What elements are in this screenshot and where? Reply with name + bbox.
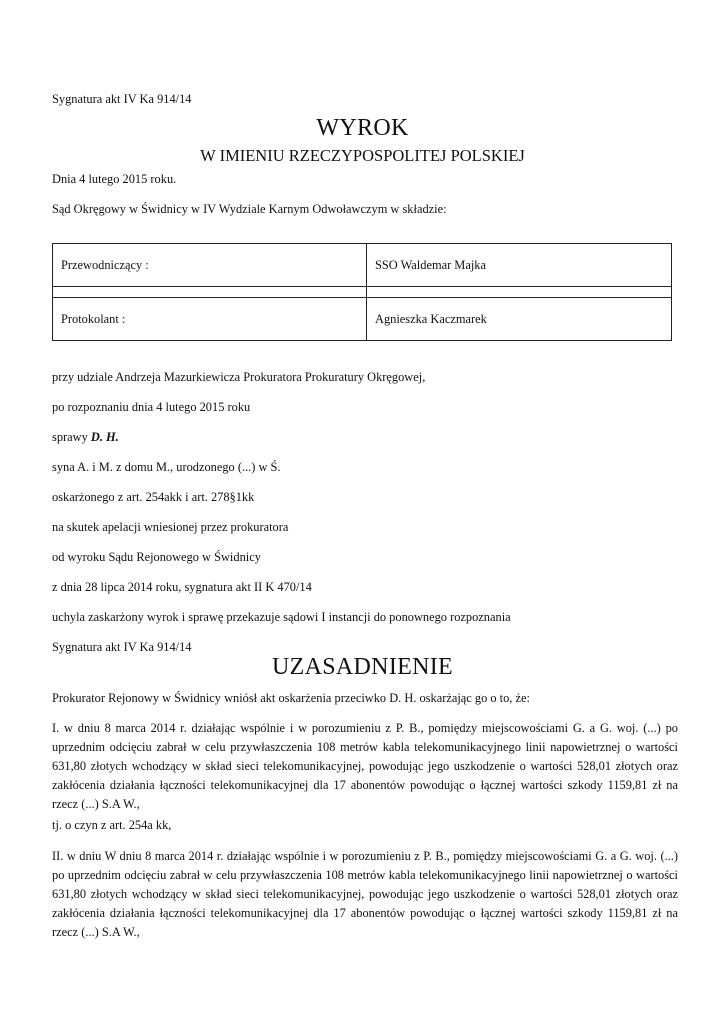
case-signature: Sygnatura akt IV Ka 914/14 bbox=[52, 92, 192, 106]
defendant-name: D. H. bbox=[90, 430, 119, 444]
charge-paragraph: II. w dniu W dniu 8 marca 2014 r. działając wspólnie i w porozumieniu z P. B., pomiędzy miejscowościami G. a G. woj. (...) po uprzednim odcięciu zabrał w celu przywłaszczenia 108 metrów kabla telekomunikacyjnego linii napowietrznej o wartości 631,80 złotych wchodzący w skład sieci telekomunikacyjnej, powodując jego uszkodzenie o wartości 528,01 złotych oraz zakłócenia działania łączności telekomunikacyjnej dla 17 abonentów powodując o łącznej wartości szkody 1159,81 zł na rzecz (...) S.A W., bbox=[52, 849, 678, 939]
court-line: Sąd Okręgowy w Świdnicy w IV Wydziale Karnym Odwoławczym w składzie: bbox=[52, 202, 447, 216]
table-row-spacer bbox=[53, 287, 672, 298]
table-row bbox=[53, 298, 672, 341]
case-line bbox=[52, 430, 119, 445]
charge-article: tj. o czyn z art. 254a kk, bbox=[52, 818, 172, 832]
verdict-line: po rozpoznaniu dnia 4 lutego 2015 roku bbox=[52, 400, 251, 414]
verdict-decision: uchyla zaskarżony wyrok i sprawę przekazuje sądowi I instancji do ponownego rozpoznania bbox=[52, 610, 511, 624]
chair-label: Przewodniczący : bbox=[53, 244, 367, 287]
justification-title: UZASADNIENIE bbox=[272, 654, 453, 680]
justification-signature: Sygnatura akt IV Ka 914/14 bbox=[52, 640, 192, 654]
chair-value: SSO Waldemar Majka bbox=[367, 244, 672, 287]
table-row bbox=[53, 244, 672, 287]
verdict-line: na skutek apelacji wniesionej przez prokuratora bbox=[52, 520, 289, 534]
case-prefix: sprawy bbox=[52, 430, 91, 444]
clerk-label: Protokolant : bbox=[53, 298, 367, 341]
verdict-line: syna A. i M. z domu M., urodzonego (...) w Ś. bbox=[52, 460, 281, 474]
document-subtitle: W IMIENIU RZECZYPOSPOLITEJ POLSKIEJ bbox=[200, 146, 525, 165]
charge-paragraph: I. w dniu 8 marca 2014 r. działając wspólnie i w porozumieniu z P. B., pomiędzy miejscowościami G. a G. woj. (...) po uprzednim odcięciu zabrał w celu przywłaszczenia 108 metrów kabla telekomunikacyjnego linii napowietrznej o wartości 631,80 złotych wchodzący w skład sieci telekomunikacyjnej, powodując jego uszkodzenie o wartości 528,01 złotych oraz zakłócenia działania łączności telekomunikacyjnej dla 17 abonentów powodując o łącznej wartości szkody 1159,81 zł na rzecz (...) S.A W., bbox=[52, 721, 678, 811]
justification-intro: Prokurator Rejonowy w Świdnicy wniósł akt oskarżenia przeciwko D. H. oskarżając go o to, że: bbox=[52, 691, 530, 705]
document-title: WYROK bbox=[316, 115, 409, 141]
clerk-value: Agnieszka Kaczmarek bbox=[367, 298, 672, 341]
verdict-line: oskarżonego z art. 254akk i art. 278§1kk bbox=[52, 490, 255, 504]
verdict-line: z dnia 28 lipca 2014 roku, sygnatura akt II K 470/14 bbox=[52, 580, 312, 594]
verdict-line: od wyroku Sądu Rejonowego w Świdnicy bbox=[52, 550, 261, 564]
date-line: Dnia 4 lutego 2015 roku. bbox=[52, 172, 177, 186]
verdict-line: przy udziale Andrzeja Mazurkiewicza Prokuratora Prokuratury Okręgowej, bbox=[52, 370, 426, 384]
court-panel-table bbox=[52, 243, 672, 341]
